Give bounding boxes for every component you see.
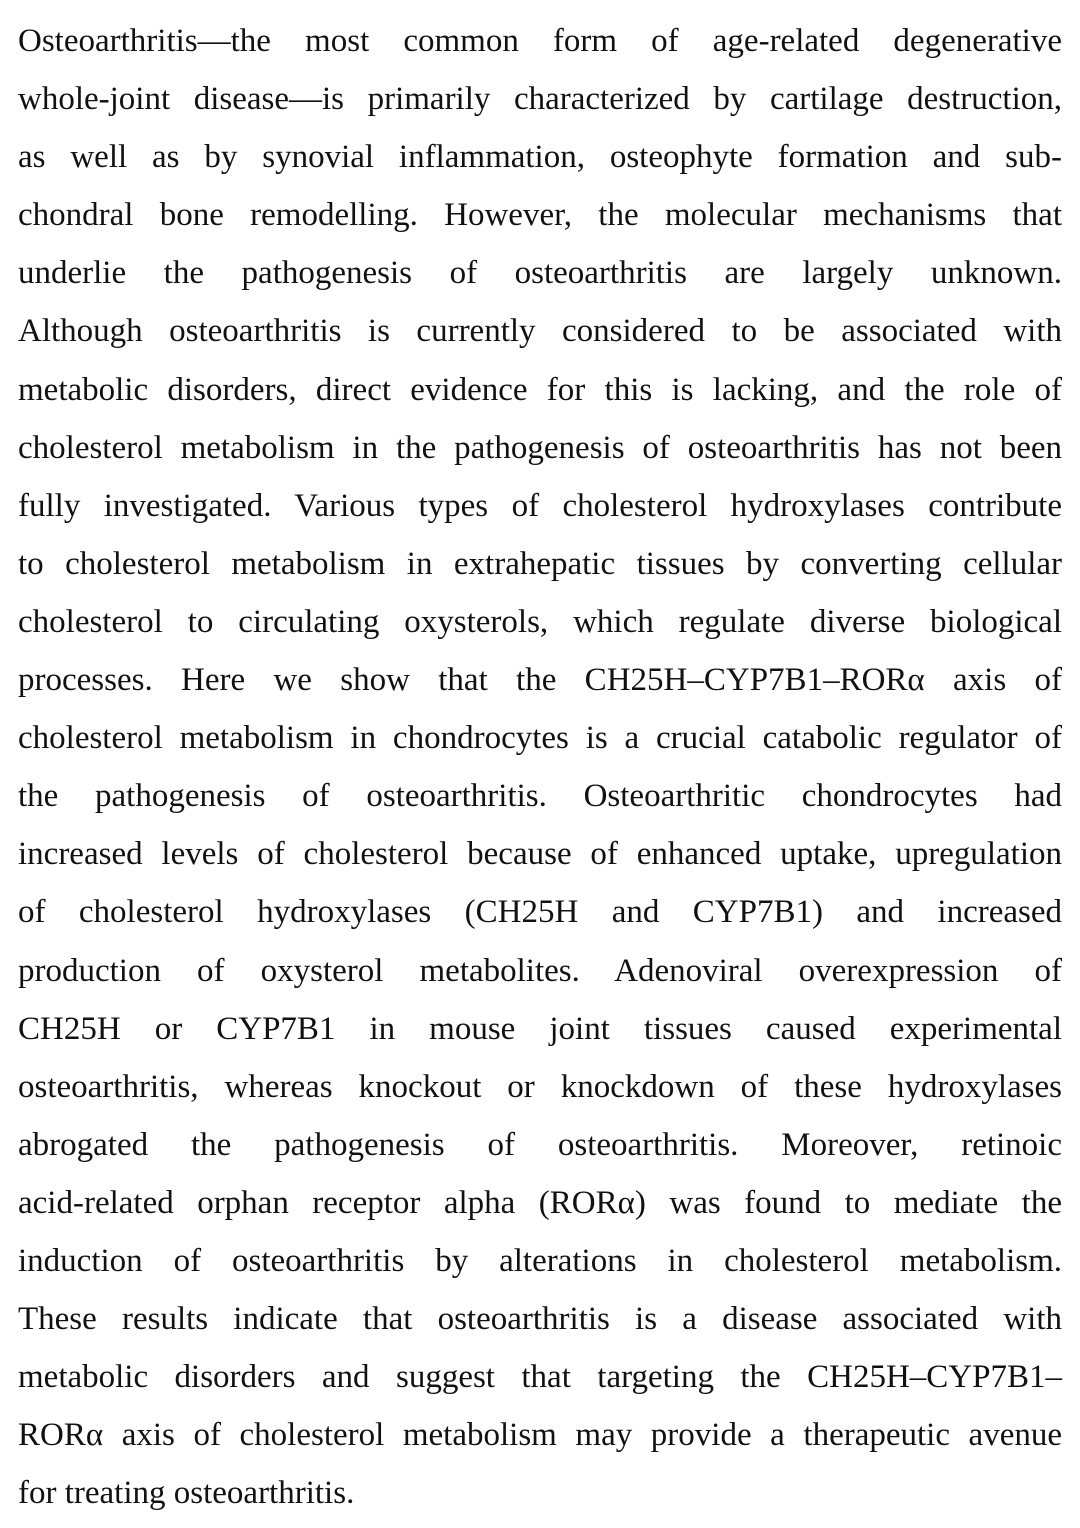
text-line: whole-joint disease—is primarily characterized by cartilage destruction, [18, 81, 1062, 118]
text-line: RORα axis of cholesterol metabolism may provide a therapeutic avenue [18, 1417, 1062, 1454]
text-line: cholesterol metabolism in chondrocytes is a crucial catabolic regulator of [18, 720, 1062, 757]
text-line: cholesterol to circulating oxysterols, which regulate diverse biological [18, 603, 1062, 640]
text-line: as well as by synovial inflammation, osteophyte formation and sub- [18, 139, 1062, 176]
text-line: induction of osteoarthritis by alterations in cholesterol metabolism. [18, 1242, 1062, 1279]
text-line: of cholesterol hydroxylases (CH25H and CYP7B1) and increased [18, 894, 1062, 931]
text-line: to cholesterol metabolism in extrahepatic tissues by converting cellular [18, 545, 1062, 582]
text-line: the pathogenesis of osteoarthritis. Osteoarthritic chondrocytes had [18, 778, 1062, 815]
abstract-paragraph [18, 12, 1062, 1522]
text-line: CH25H or CYP7B1 in mouse joint tissues caused experimental [18, 1010, 1062, 1047]
text-line: production of oxysterol metabolites. Adenoviral overexpression of [18, 952, 1062, 989]
text-line: acid-related orphan receptor alpha (RORα) was found to mediate the [18, 1184, 1062, 1221]
text-line: fully investigated. Various types of cholesterol hydroxylases contribute [18, 487, 1062, 524]
text-line: Osteoarthritis—the most common form of age-related degenerative [18, 23, 1062, 59]
text-line: These results indicate that osteoarthritis is a disease associated with [18, 1301, 1062, 1338]
text-line: metabolic disorders, direct evidence for this is lacking, and the role of [18, 371, 1062, 408]
text-line: processes. Here we show that the CH25H–CYP7B1–RORα axis of [18, 662, 1062, 699]
text-line: Although osteoarthritis is currently considered to be associated with [18, 313, 1062, 350]
text-line: increased levels of cholesterol because of enhanced uptake, upregulation [18, 836, 1062, 873]
text-line: chondral bone remodelling. However, the molecular mechanisms that [18, 197, 1062, 234]
text-line: cholesterol metabolism in the pathogenesis of osteoarthritis has not been [18, 429, 1062, 466]
text-line: abrogated the pathogenesis of osteoarthritis. Moreover, retinoic [18, 1126, 1062, 1163]
text-line: underlie the pathogenesis of osteoarthritis are largely unknown. [18, 255, 1062, 292]
text-line: metabolic disorders and suggest that targeting the CH25H–CYP7B1– [18, 1359, 1062, 1396]
text-line: osteoarthritis, whereas knockout or knockdown of these hydroxylases [18, 1068, 1062, 1105]
text-line: for treating osteoarthritis. [18, 1475, 355, 1512]
